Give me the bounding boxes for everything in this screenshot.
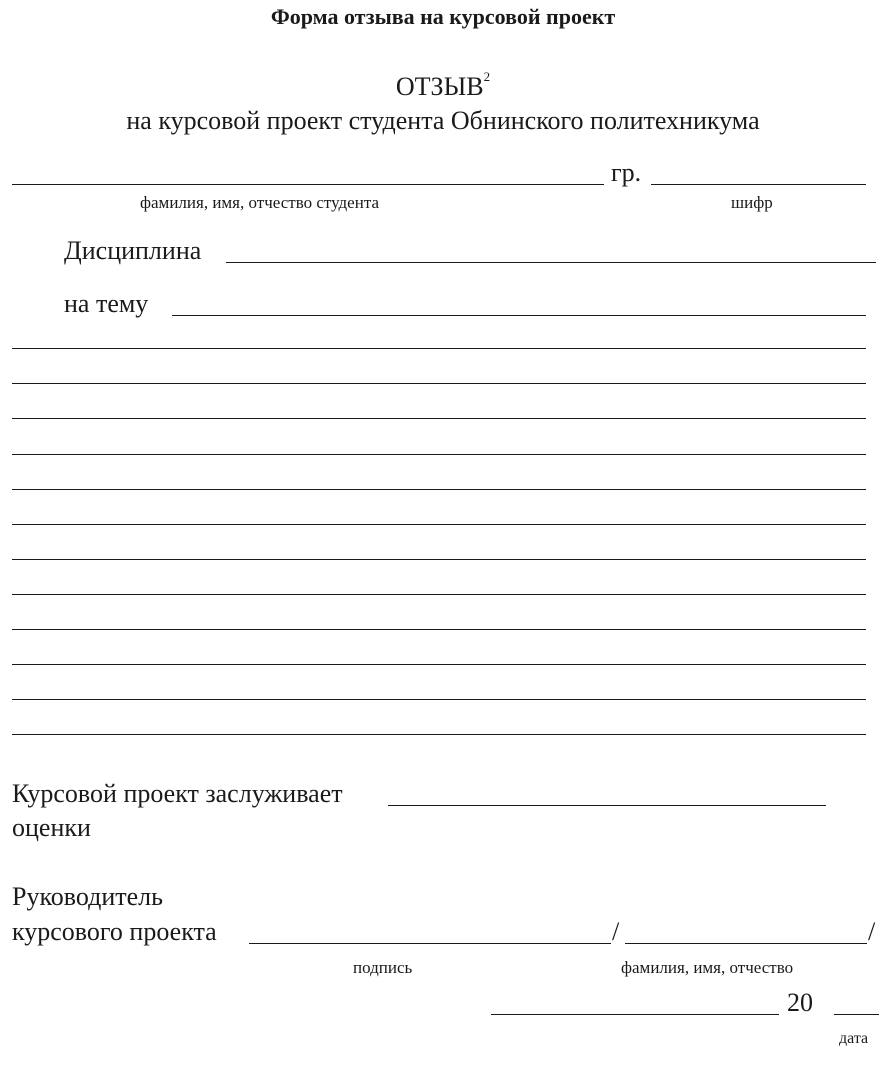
review-text-line[interactable] [12,418,866,419]
signature-caption: подпись [353,958,413,977]
cipher-caption: шифр [731,193,773,212]
supervisor-name-field[interactable] [625,943,867,944]
review-text-line[interactable] [12,454,866,455]
group-field[interactable] [651,184,866,185]
review-text-line[interactable] [12,664,866,665]
supervisor-name-caption: фамилия, имя, отчество [621,958,794,977]
supervisor-label-line1: Руководитель [12,882,163,911]
review-text-line[interactable] [12,559,866,560]
slash-separator: / [868,917,876,946]
review-subtitle: на курсовой проект студента Обнинского политехникума [126,106,760,135]
discipline-field[interactable] [226,262,876,263]
review-text-line[interactable] [12,489,866,490]
review-text-line[interactable] [12,629,866,630]
slash-separator: / [612,917,620,946]
review-text-line[interactable] [12,383,866,384]
discipline-label: Дисциплина [64,236,202,265]
review-text-line[interactable] [12,734,866,735]
footnote-marker: 2 [483,69,491,85]
year-field[interactable] [834,1014,879,1015]
review-text-line[interactable] [12,594,866,595]
review-text-line[interactable] [12,524,866,525]
group-label: гр. [611,158,642,187]
student-name-field[interactable] [12,184,604,185]
date-field[interactable] [491,1014,779,1015]
topic-label: на тему [64,289,149,318]
date-caption: дата [839,1030,869,1047]
form-title: Форма отзыва на курсовой проект [270,4,616,29]
grade-suffix: оценки [12,813,91,842]
grade-label: Курсовой проект заслуживает [12,779,343,808]
review-heading [0,69,886,102]
review-heading-text: ОТЗЫВ [395,72,484,101]
year-prefix: 20 [787,988,813,1017]
grade-field[interactable] [388,805,826,806]
supervisor-label-line2: курсового проекта [12,917,217,946]
student-name-caption: фамилия, имя, отчество студента [140,193,380,212]
review-text-line[interactable] [12,348,866,349]
signature-field[interactable] [249,943,611,944]
review-text-line[interactable] [12,699,866,700]
topic-field[interactable] [172,315,866,316]
